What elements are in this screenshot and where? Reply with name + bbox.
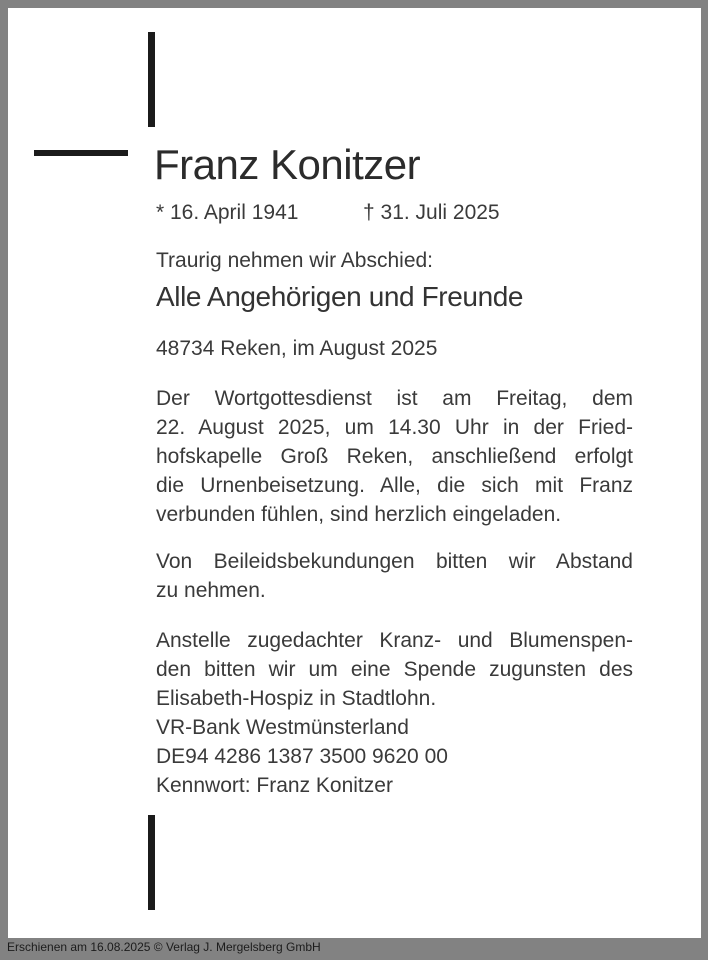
- paragraph-line: zu nehmen.: [156, 579, 266, 602]
- life-dates: [156, 199, 633, 227]
- corner-bar-left-horizontal: [34, 150, 128, 156]
- paragraph-line: Elisabeth-Hospiz in Stadtlohn.: [156, 687, 437, 710]
- paragraph-line: hofskapelle Groß Reken, anschließend erfolgt: [156, 445, 633, 468]
- deceased-name: Franz Konitzer: [154, 141, 421, 188]
- farewell-intro: Traurig nehmen wir Abschied:: [156, 249, 434, 272]
- death-date: † 31. Juli 2025: [363, 201, 500, 224]
- condolence-paragraph: [156, 547, 633, 605]
- birth-date: * 16. April 1941: [156, 201, 299, 224]
- iban-line: DE94 4286 1387 3500 9620 00: [156, 745, 448, 768]
- mourners-line: Alle Angehörigen und Freunde: [156, 281, 524, 312]
- corner-bar-top-vertical: [148, 32, 155, 127]
- corner-bar-bottom-vertical: [148, 815, 155, 910]
- paragraph-line: Von Beileidsbekundungen bitten wir Abstand: [156, 550, 633, 573]
- imprint-text: Erschienen am 16.08.2025 © Verlag J. Mergelsberg GmbH: [7, 940, 321, 954]
- paragraph-line: die Urnenbeisetzung. Alle, die sich mit Franz: [156, 474, 633, 497]
- paragraph-line: 22. August 2025, um 14.30 Uhr in der Fried-: [156, 416, 633, 439]
- bank-name-line: VR-Bank Westmünsterland: [156, 716, 409, 739]
- paragraph-line: den bitten wir um eine Spende zugunsten des: [156, 658, 633, 681]
- paragraph-line: verbunden fühlen, sind herzlich eingeladen.: [156, 503, 562, 526]
- paragraph-line: Der Wortgottesdienst ist am Freitag, dem: [156, 387, 633, 410]
- place-date-line: 48734 Reken, im August 2025: [156, 337, 438, 360]
- service-paragraph: [156, 384, 633, 529]
- donation-paragraph: [156, 626, 633, 800]
- paragraph-line: Anstelle zugedachter Kranz- und Blumenspen-: [156, 629, 633, 652]
- keyword-line: Kennwort: Franz Konitzer: [156, 774, 393, 797]
